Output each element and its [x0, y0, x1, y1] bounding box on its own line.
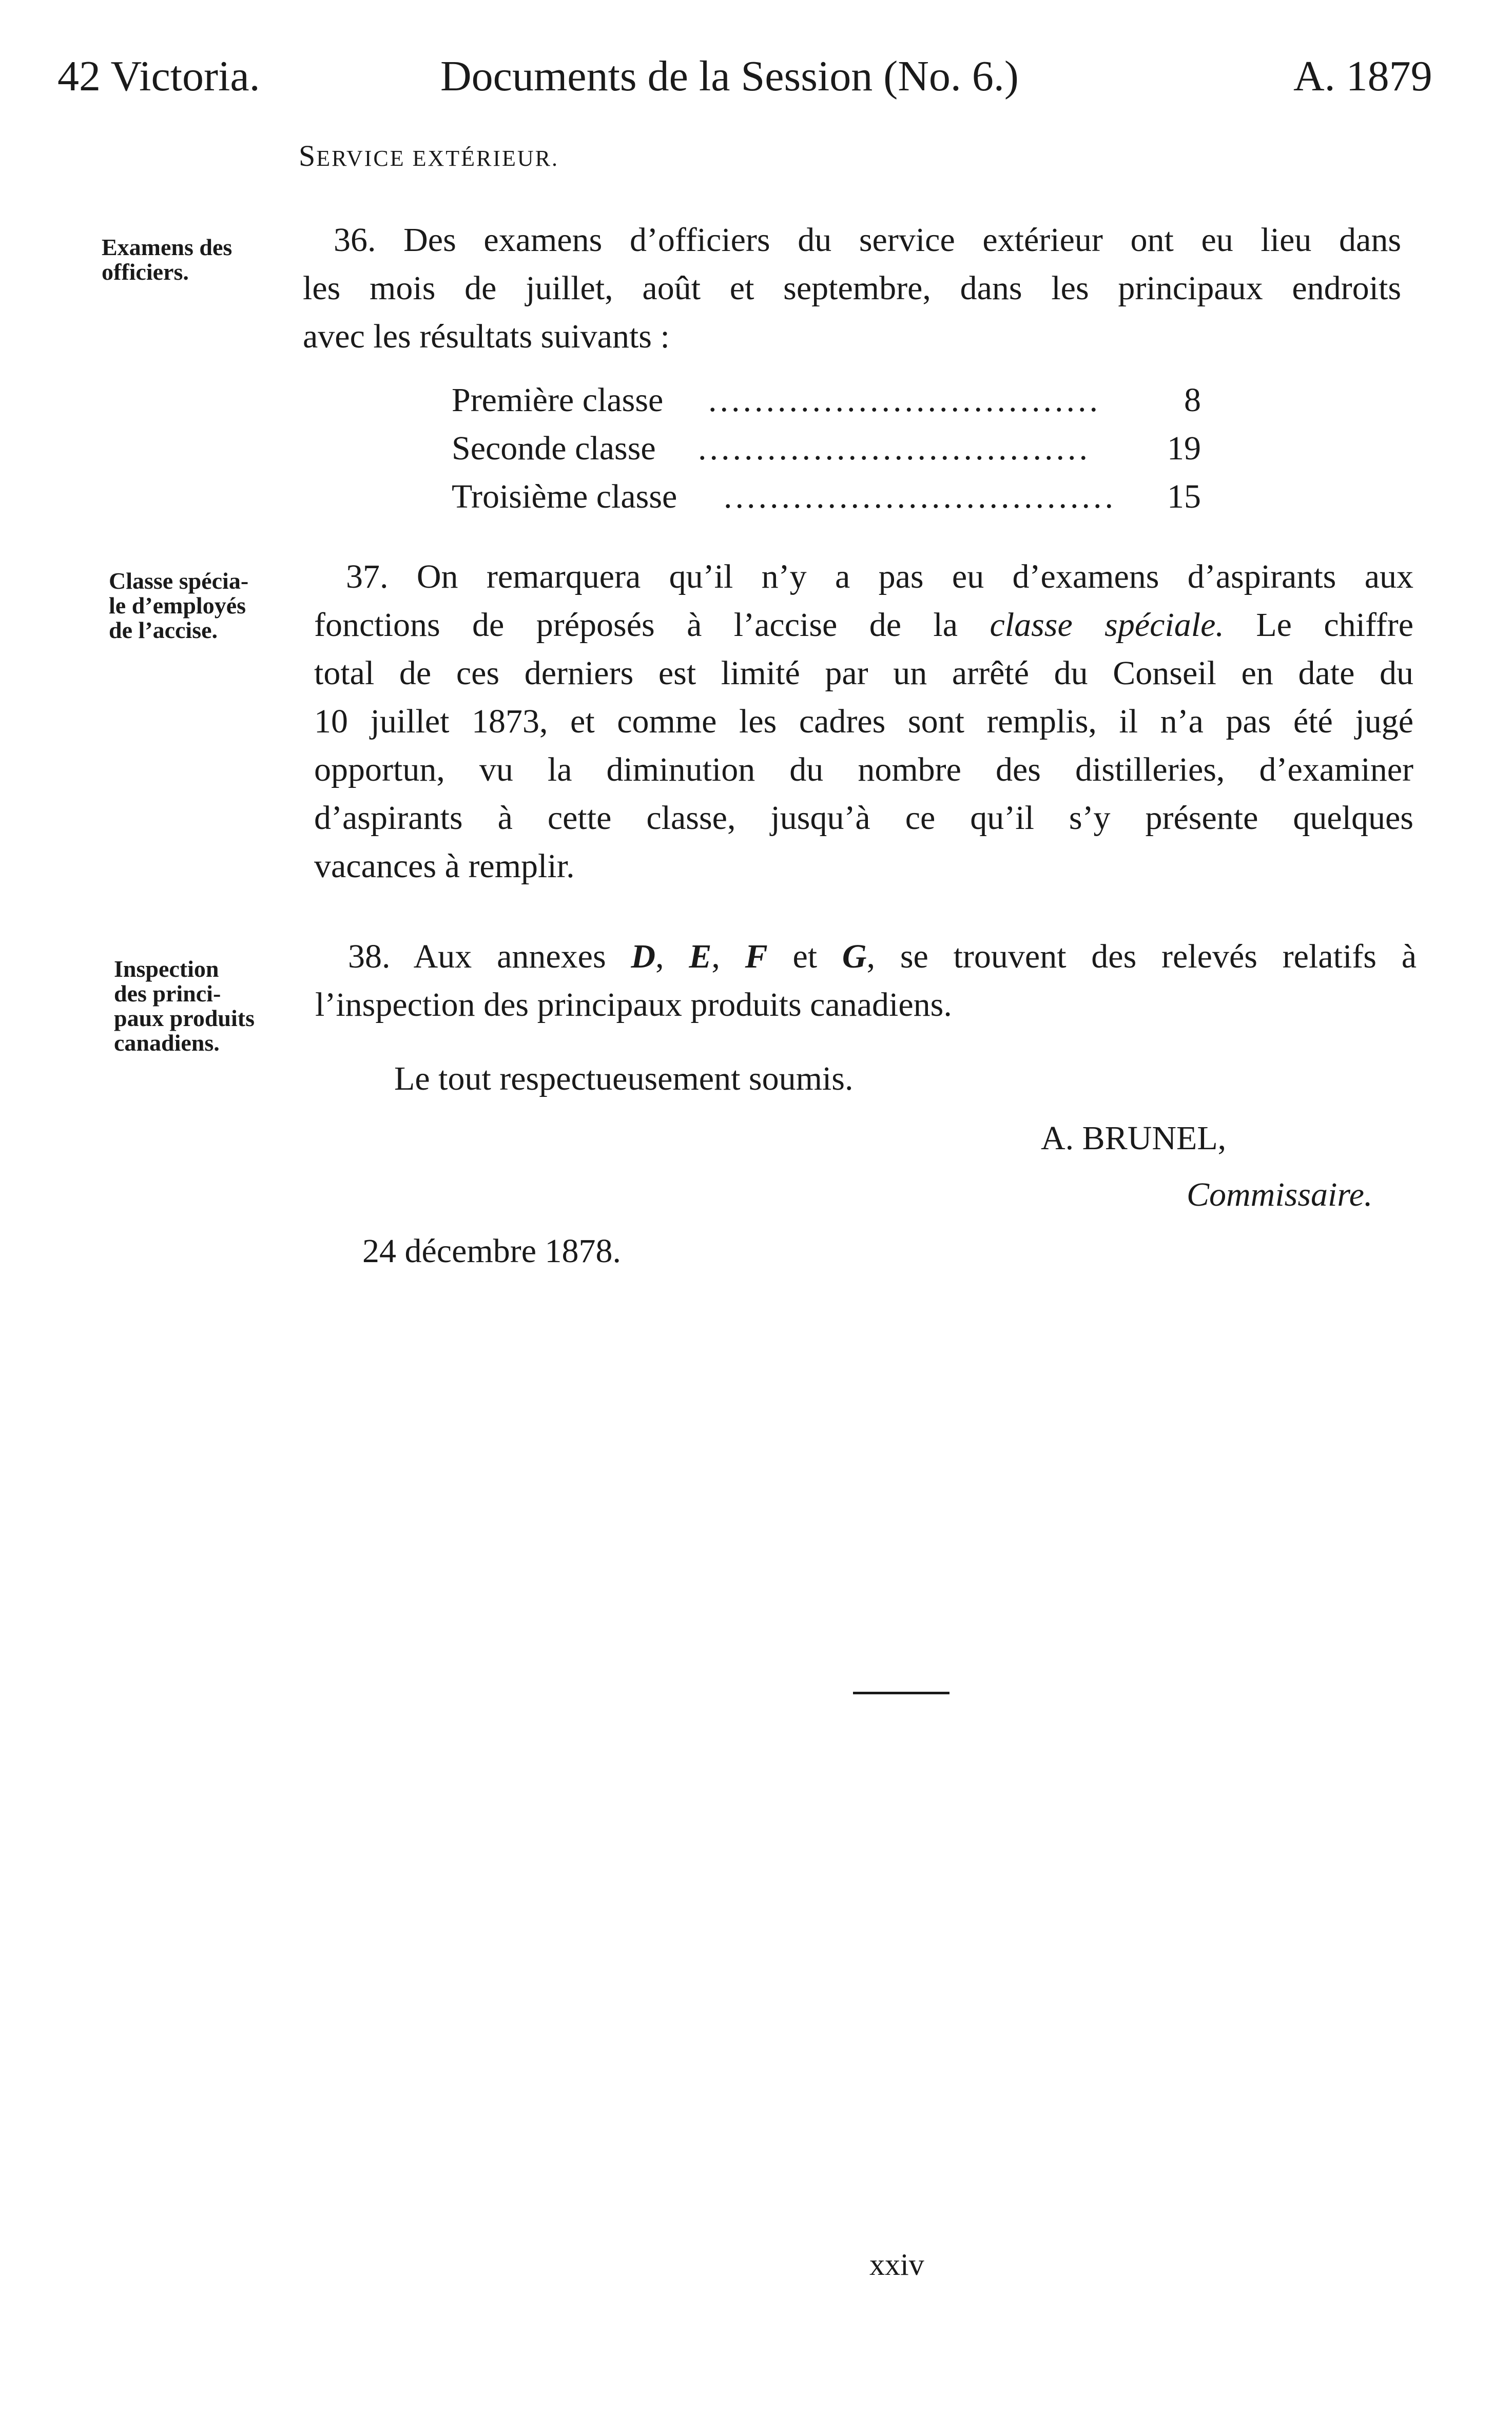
para37-line-1: 37. On remarquera qu’il n’y a pas eu d’examens d’aspirants aux: [346, 558, 1413, 595]
conjunction: et: [767, 938, 842, 975]
margin-note-line: canadiens.: [114, 1030, 220, 1056]
annex-letter: G: [842, 938, 867, 975]
signature-title: Commissaire.: [1187, 1176, 1373, 1213]
para37-line-3: total de ces derniers est limité par un arrêté du Conseil en date du: [314, 654, 1413, 692]
margin-note-inspection: [114, 957, 255, 1055]
section-title-rest: ERVICE EXTÉRIEUR.: [316, 146, 559, 171]
closing-text: Le tout respectueusement soumis.: [394, 1060, 854, 1097]
section-divider: [853, 1692, 949, 1694]
para36-line-1: 36. Des examens d’officiers du service extérieur ont eu lieu dans: [334, 221, 1401, 259]
para37-line-2-b: Le chiffre: [1224, 606, 1413, 644]
para38-line-1: [348, 937, 1417, 976]
margin-note-line: Examens des: [102, 234, 232, 260]
results-row: [452, 429, 1273, 470]
signature-name: A. BRUNEL,: [1041, 1119, 1227, 1157]
para36-line-3: avec les résultats suivants :: [303, 318, 670, 355]
annex-letter: E: [689, 938, 712, 975]
header-center: Documents de la Session (No. 6.): [440, 52, 1019, 100]
results-value: 19: [1167, 430, 1201, 467]
results-row: [452, 477, 1273, 518]
results-label: Seconde classe: [452, 430, 656, 467]
results-row: [452, 381, 1273, 422]
para37-line-5: opportun, vu la diminution du nombre des distilleries, d’examiner: [314, 751, 1413, 788]
para38-line-1-b: , se trouvent des relevés relatifs à: [866, 938, 1417, 975]
separator: ,: [711, 938, 745, 975]
margin-note-line: Classe spécia-: [109, 568, 249, 594]
margin-note-line: de l’accise.: [109, 617, 218, 643]
para37-line-2-a: fonctions de préposés à l’accise de la: [314, 606, 990, 644]
margin-note-line: le d’employés: [109, 592, 246, 618]
section-title-initial: S: [299, 139, 317, 172]
para37-line-4: 10 juillet 1873, et comme les cadres sont remplis, il n’a pas été jugé: [314, 703, 1413, 740]
leader-dots: ..................................: [724, 478, 1116, 515]
leader-dots: ..................................: [698, 430, 1091, 467]
annex-letter: D: [631, 938, 656, 975]
para37-line-2: [314, 606, 1413, 645]
annex-letter: F: [745, 938, 768, 975]
results-label: Troisième classe: [452, 478, 677, 515]
separator: ,: [655, 938, 689, 975]
header-right: A. 1879: [1293, 52, 1432, 100]
margin-note-classe-speciale: [109, 569, 248, 643]
para37-line-7: vacances à remplir.: [314, 847, 575, 885]
para38-line-1-a: 38. Aux annexes: [348, 938, 631, 975]
para36-line-2: les mois de juillet, août et septembre, dans les principaux endroits: [303, 269, 1401, 307]
para38-line-2: l’inspection des principaux produits canadiens.: [315, 986, 952, 1023]
results-value: 8: [1184, 381, 1201, 419]
page-number: xxiv: [869, 2248, 924, 2281]
margin-note-line: des princi-: [114, 980, 221, 1007]
margin-note-examens: [102, 235, 232, 284]
date-line: 24 décembre 1878.: [362, 1232, 621, 1270]
section-title: [299, 139, 559, 173]
leader-dots: ..................................: [708, 381, 1101, 419]
results-label: Première classe: [452, 381, 664, 419]
results-value: 15: [1167, 478, 1201, 515]
margin-note-line: officiers.: [102, 259, 189, 285]
margin-note-line: paux produits: [114, 1005, 255, 1031]
margin-note-line: Inspection: [114, 956, 219, 982]
classe-speciale-italic: classe spéciale.: [990, 606, 1224, 644]
header-left: 42 Victoria.: [57, 52, 260, 100]
para37-line-6: d’aspirants à cette classe, jusqu’à ce qu’il s’y présente quelques: [314, 799, 1413, 837]
